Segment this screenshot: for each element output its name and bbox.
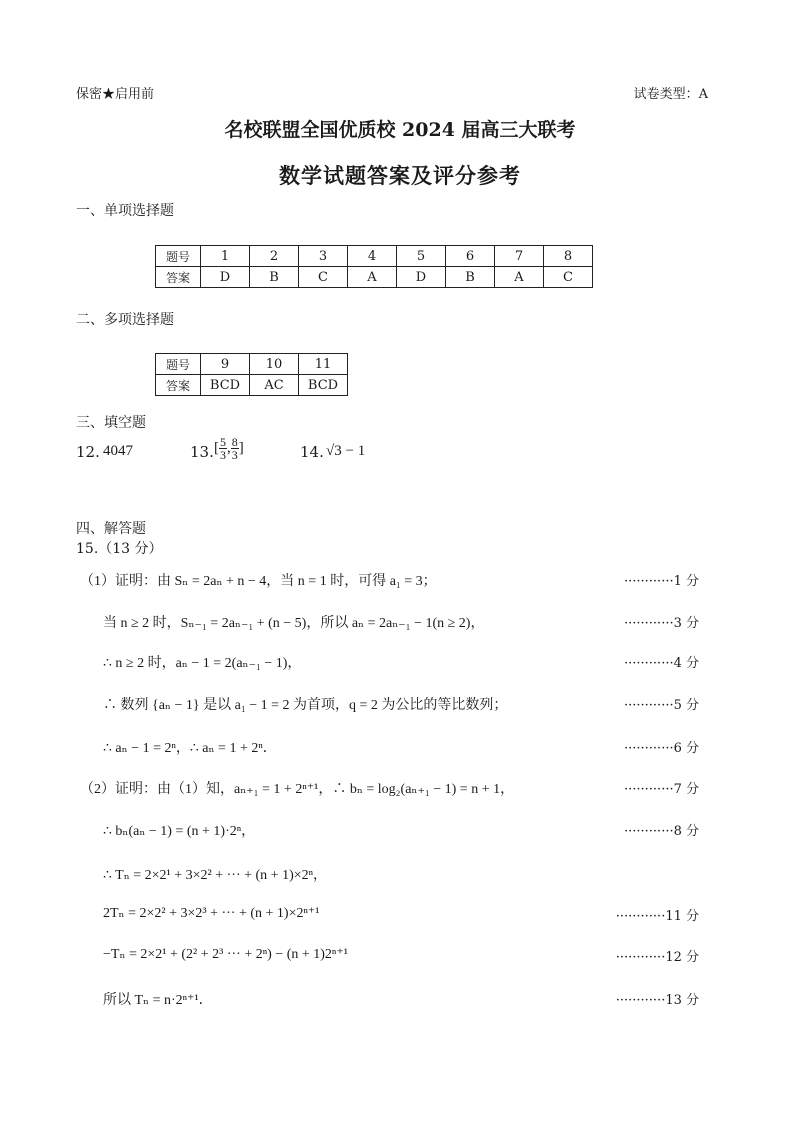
solution-step: ∴ aₙ − 1 = 2ⁿ，∴ aₙ = 1 + 2ⁿ． (103, 741, 277, 756)
solution-line (0, 612, 800, 634)
answer-cell: D (201, 267, 250, 288)
row-label-question: 题号 (156, 246, 201, 267)
q14-answer: √3 − 1 (326, 443, 366, 459)
answer-cell: B (446, 267, 495, 288)
section-single-choice-heading: 一、单项选择题 (76, 203, 174, 219)
q12-answer: 4047 (103, 443, 133, 459)
answer-cell: AC (250, 375, 299, 396)
score-marker: ············3 分 (624, 616, 699, 631)
score-marker: ············11 分 (615, 909, 699, 924)
exam-title: 名校联盟全国优质校 2024 届高三大联考 (224, 119, 576, 141)
solution-line (0, 694, 800, 716)
solution-line (0, 778, 800, 800)
fraction-numerator: 8 (231, 435, 238, 449)
fraction (219, 436, 227, 461)
q14-number: 14. (300, 443, 324, 461)
solution-step: 所以 Tₙ = n·2ⁿ⁺¹． (103, 993, 213, 1008)
fraction-numerator: 5 (220, 435, 226, 449)
solution-step: ∴ n ≥ 2 时，aₙ − 1 = 2(aₙ₋₁ − 1)， (103, 656, 302, 671)
document-title: 数学试题答案及评分参考 (279, 163, 521, 188)
solution-line (0, 946, 800, 968)
section-fill-blank-heading: 三、填空题 (76, 415, 146, 431)
score-marker: ············13 分 (615, 993, 699, 1008)
fraction-denominator: 3 (220, 448, 226, 462)
bracket-open: [ (214, 439, 219, 456)
score-marker: ············5 分 (624, 698, 699, 713)
row-label-question: 题号 (156, 354, 201, 375)
solution-line (0, 652, 800, 674)
solution-step: 当 n ≥ 2 时，Sₙ₋₁ = 2aₙ₋₁ + (n − 5)，所以 aₙ = 2aₙ₋₁ − 1(n ≥ 2)， (103, 616, 485, 631)
answer-cell: D (397, 267, 446, 288)
score-marker: ············7 分 (624, 782, 699, 797)
table-row (156, 354, 348, 375)
section-multiple-choice-heading: 二、多项选择题 (76, 312, 174, 328)
score-marker: ············6 分 (624, 741, 699, 756)
score-marker: ············4 分 (624, 656, 699, 671)
score-marker: ············12 分 (615, 950, 699, 965)
question-number: 9 (201, 354, 250, 375)
question-number: 11 (299, 354, 348, 375)
solution-line (0, 820, 800, 842)
solution-step: （2）证明：由（1）知，aₙ₊₁ = 1 + 2ⁿ⁺¹，∴ bₙ = log₂(aₙ₊₁ − 1) = n + 1， (80, 782, 515, 797)
q13-number: 13. (190, 443, 214, 461)
table-row (156, 246, 593, 267)
solution-step: ∴ Tₙ = 2×2¹ + 3×2² + ··· + (n + 1)×2ⁿ， (103, 868, 328, 883)
table-row (156, 267, 593, 288)
question-number: 8 (544, 246, 593, 267)
question-number: 5 (397, 246, 446, 267)
question-number: 6 (446, 246, 495, 267)
solution-line (0, 989, 800, 1011)
answer-cell: BCD (299, 375, 348, 396)
multiple-choice-answer-table (155, 353, 348, 396)
fraction (231, 436, 239, 461)
problem-15-label: 15.（13 分） (76, 541, 163, 557)
separator: , (227, 439, 231, 456)
score-marker: ············1 分 (624, 574, 699, 589)
solution-step: 2Tₙ = 2×2² + 3×2³ + ··· + (n + 1)×2ⁿ⁺¹ (103, 906, 320, 921)
answer-cell: BCD (201, 375, 250, 396)
answer-cell: C (299, 267, 348, 288)
fraction-denominator: 3 (231, 448, 238, 462)
question-number: 7 (495, 246, 544, 267)
question-number: 4 (348, 246, 397, 267)
row-label-answer: 答案 (156, 375, 201, 396)
table-row (156, 375, 348, 396)
bracket-close: ] (238, 439, 244, 456)
answer-cell: C (544, 267, 593, 288)
question-number: 10 (250, 354, 299, 375)
answer-cell: B (250, 267, 299, 288)
question-number: 2 (250, 246, 299, 267)
answer-cell: A (348, 267, 397, 288)
score-marker: ············8 分 (624, 824, 699, 839)
confidential-label: 保密★启用前 (76, 87, 155, 102)
solution-step: （1）证明：由 Sₙ = 2aₙ + n − 4，当 n = 1 时，可得 a₁ = 3； (80, 574, 437, 589)
solution-line (0, 905, 800, 927)
solution-step: ∴ bₙ(aₙ − 1) = (n + 1)·2ⁿ， (103, 824, 256, 839)
paper-type-label: 试卷类型：A (633, 87, 708, 102)
answer-cell: A (495, 267, 544, 288)
single-choice-answer-table (155, 245, 593, 288)
solution-step: −Tₙ = 2×2¹ + (2² + 2³ ··· + 2ⁿ) − (n + 1)2ⁿ⁺¹ (103, 947, 348, 962)
question-number: 3 (299, 246, 348, 267)
section-solution-heading: 四、解答题 (76, 521, 146, 537)
question-number: 1 (201, 246, 250, 267)
solution-line (0, 864, 800, 886)
row-label-answer: 答案 (156, 267, 201, 288)
q13-answer (214, 436, 244, 461)
q12-number: 12. (76, 443, 100, 461)
solution-step: ∴ 数列 {aₙ − 1} 是以 a₁ − 1 = 2 为首项，q = 2 为公比的等比数列； (103, 698, 508, 713)
solution-line (0, 570, 800, 592)
solution-line (0, 737, 800, 759)
